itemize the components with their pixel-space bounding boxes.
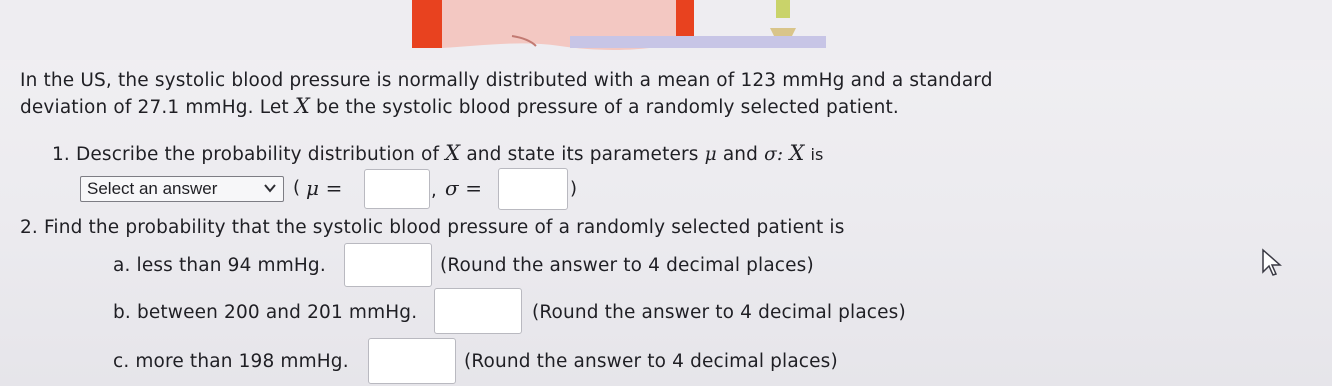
intro-line-2-prefix: deviation of 27.1 mmHg. Let [20, 97, 289, 118]
q2a-label: a. less than 94 mmHg. [113, 255, 326, 276]
question-1-text [52, 141, 824, 165]
q2b-label: b. between 200 and 201 mmHg. [113, 302, 418, 323]
q2b-round-note: (Round the answer to 4 decimal places) [532, 302, 906, 323]
q2c-label: c. more than 198 mmHg. [113, 351, 349, 372]
q1-mid: and state its parameters [466, 144, 699, 165]
sigma-input[interactable] [498, 168, 568, 210]
illustration-table [570, 36, 826, 48]
question-2-text: 2. Find the probability that the systolic blood pressure of a randomly selected patient is [20, 217, 845, 238]
mouse-pointer-icon [1260, 248, 1286, 278]
variable-x: X [789, 141, 805, 165]
sigma-symbol: σ: [764, 144, 784, 165]
q1-is: is [810, 145, 824, 164]
q2b-input[interactable] [434, 288, 522, 334]
variable-x: X [294, 94, 310, 118]
q2c-input[interactable] [368, 338, 456, 384]
header-illustration [0, 0, 1332, 60]
paren-close: ) [570, 178, 578, 199]
q1-and: and [722, 144, 759, 165]
illustration-plant [776, 0, 790, 18]
distribution-select[interactable] [80, 176, 284, 202]
mu-input[interactable] [364, 169, 430, 209]
chevron-down-icon [263, 181, 277, 195]
q2c-round-note: (Round the answer to 4 decimal places) [464, 351, 838, 372]
intro-line-2-suffix: be the systolic blood pressure of a randomly selected patient. [315, 97, 899, 118]
q2a-input[interactable] [344, 243, 432, 287]
sigma-equals-label: σ = [445, 176, 483, 200]
intro-line-1: In the US, the systolic blood pressure is normally distributed with a mean of 123 mmHg and a standard [20, 70, 993, 91]
paren-open: ( [293, 177, 301, 198]
intro-line-2 [20, 94, 899, 118]
mu-symbol: μ [704, 144, 717, 165]
q2a-round-note: (Round the answer to 4 decimal places) [440, 255, 814, 276]
q1-prefix: 1. Describe the probability distribution of [52, 144, 440, 165]
illustration-red-panel-left [412, 0, 442, 48]
distribution-select-value: Select an answer [87, 179, 218, 198]
variable-x: X [445, 141, 461, 165]
comma: , [431, 180, 437, 201]
mu-equals-label: μ = [306, 176, 343, 200]
